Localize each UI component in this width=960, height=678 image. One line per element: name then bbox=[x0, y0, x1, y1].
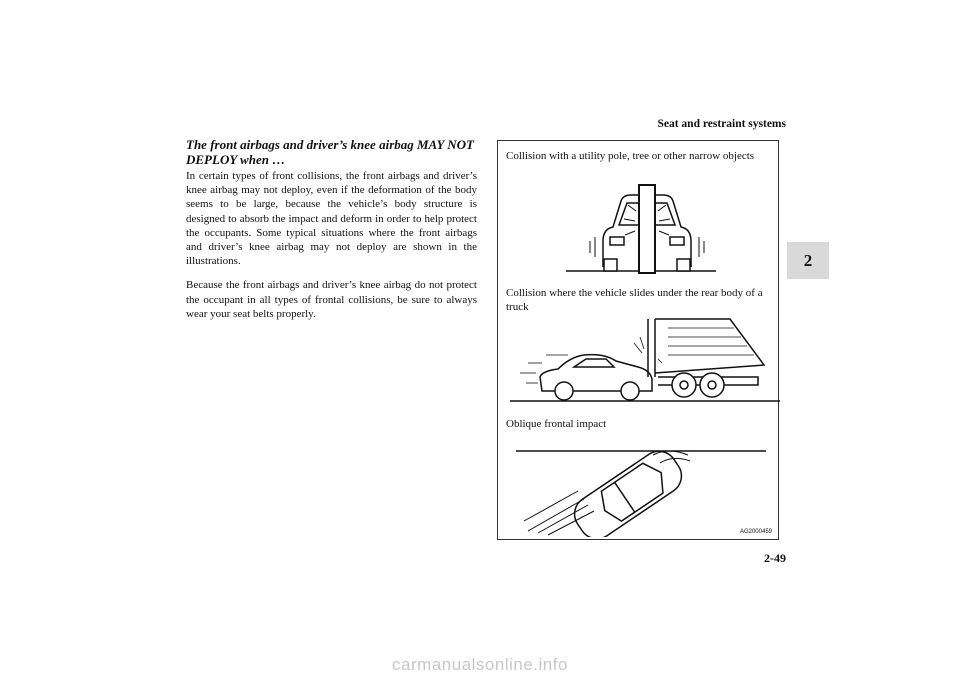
illustration-box bbox=[497, 140, 779, 540]
caption-oblique: Oblique frontal impact bbox=[506, 418, 607, 430]
underride-illustration bbox=[498, 315, 780, 407]
figure-code: AG2000459 bbox=[739, 529, 772, 535]
caption-narrow-object: Collision with a utility pole, tree or other narrow objects bbox=[506, 150, 755, 162]
article-column bbox=[186, 137, 477, 331]
section-header: Seat and restraint systems bbox=[657, 118, 786, 130]
article-paragraph-2: Because the front airbags and driver’s knee airbag do not protect the occupant in all types of frontal collisions, be sure to always wear your seat belts properly. bbox=[186, 279, 477, 320]
watermark: carmanualsonline.info bbox=[392, 655, 568, 674]
oblique-impact-illustration bbox=[498, 441, 780, 537]
article-title: The front airbags and driver’s knee airbag MAY NOT DEPLOY when … bbox=[186, 137, 474, 167]
chapter-tab: 2 bbox=[787, 242, 829, 279]
page-number: 2-49 bbox=[764, 551, 786, 565]
caption-underride: Collision where the vehicle slides under the rear body of a truck bbox=[506, 287, 763, 313]
article-paragraph-1: In certain types of front collisions, the front airbags and driver’s knee airbag may not deploy, even if the deformation of the body seems to be large, because the vehicle’s body structure is designed to absorb the impact and deform in order to help protect the occupants. Some typical situations where the front airbags and driver’s knee airbag may not deploy are shown in the illustrations. bbox=[186, 170, 477, 268]
pole-collision-illustration bbox=[498, 179, 780, 279]
